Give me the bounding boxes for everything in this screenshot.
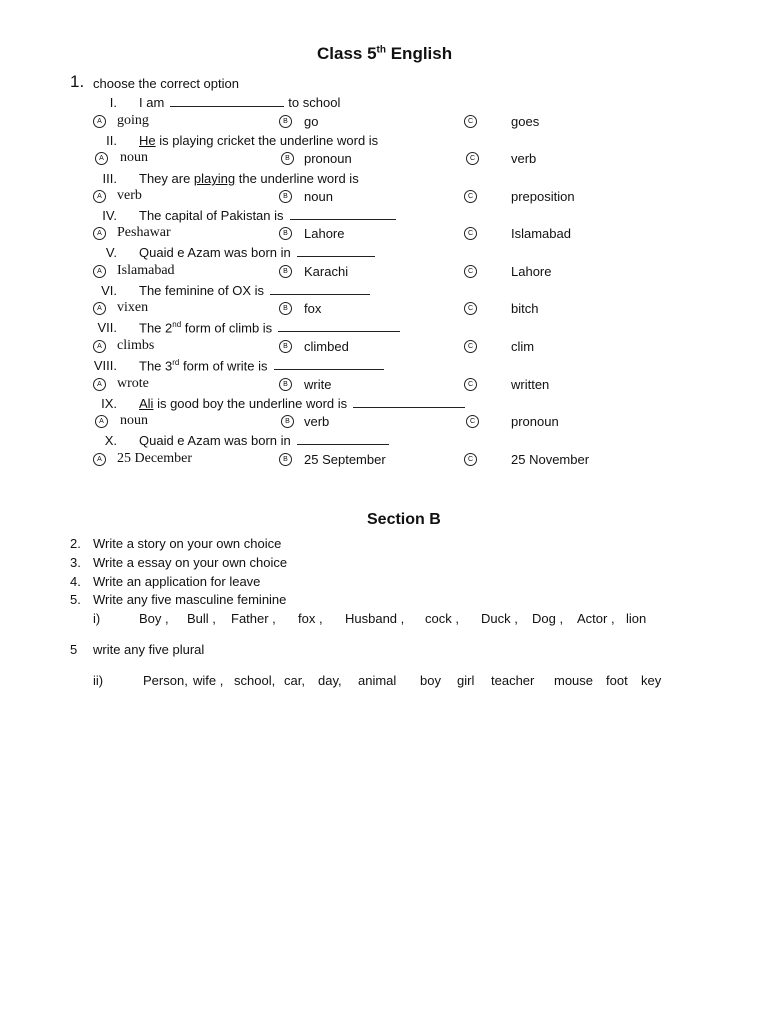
option-c-text: written — [511, 377, 550, 392]
option-a-marker[interactable]: A — [95, 415, 108, 428]
question-text: They are playing the underline word is — [139, 171, 359, 186]
word-item: day, — [318, 673, 342, 688]
question-text: The capital of Pakistan is — [139, 208, 396, 223]
option-c-text: 25 November — [511, 452, 590, 467]
option-c-text: preposition — [511, 189, 575, 204]
answer-blank — [278, 320, 400, 332]
section-b-heading: Section B — [367, 511, 441, 528]
word-item: fox , — [298, 611, 323, 626]
question-number: IV. — [102, 208, 117, 223]
option-b-text: write — [304, 377, 332, 392]
word-item: Dog , — [532, 611, 564, 626]
answer-blank — [297, 245, 375, 257]
option-b-text: verb — [304, 414, 330, 429]
question-text: Quaid e Azam was born in — [139, 433, 389, 448]
option-a-text: 25 December — [117, 451, 193, 466]
option-b-text: fox — [304, 301, 322, 316]
option-c-marker[interactable]: C — [464, 453, 477, 466]
word-item: cock , — [425, 611, 459, 626]
option-b-marker[interactable]: B — [279, 227, 292, 240]
option-c-text: Islamabad — [511, 226, 571, 241]
word-item: mouse — [554, 673, 594, 688]
option-a-text: wrote — [117, 376, 149, 391]
question-text: The 2nd form of climb is — [139, 320, 400, 335]
word-item: foot — [606, 673, 628, 688]
option-a-text: noun — [120, 150, 148, 165]
answer-blank — [270, 283, 370, 295]
question-text: Ali is good boy the underline word is — [139, 396, 465, 411]
word-item: girl — [457, 673, 475, 688]
option-b-text: climbed — [304, 339, 349, 354]
word-item: car, — [284, 673, 305, 688]
option-a-marker[interactable]: A — [93, 453, 106, 466]
option-b-marker[interactable]: B — [279, 340, 292, 353]
question-1-instruction: choose the correct option — [93, 76, 239, 91]
question-1-number: 1. — [70, 72, 85, 91]
word-item: wife , — [193, 673, 224, 688]
option-a-marker[interactable]: A — [93, 265, 106, 278]
option-a-marker[interactable]: A — [93, 340, 106, 353]
question-text: He is playing cricket the underline word is — [139, 133, 379, 148]
answer-blank — [297, 433, 389, 445]
option-a-text: climbs — [117, 338, 155, 353]
word-item: animal — [358, 673, 397, 688]
option-a-marker[interactable]: A — [95, 152, 108, 165]
option-c-marker[interactable]: C — [464, 302, 477, 315]
option-c-text: goes — [511, 114, 540, 129]
option-b-text: noun — [304, 189, 333, 204]
option-b-text: 25 September — [304, 452, 386, 467]
option-b-text: Karachi — [304, 264, 349, 279]
option-c-marker[interactable]: C — [466, 152, 479, 165]
answer-blank — [290, 208, 396, 220]
word-item: boy — [420, 673, 441, 688]
word-item: key — [641, 673, 662, 688]
word-item: teacher — [491, 673, 535, 688]
option-a-marker[interactable]: A — [93, 115, 106, 128]
question-number: II. — [106, 133, 117, 148]
question-text: The 3rd form of write is — [139, 358, 384, 373]
option-a-marker[interactable]: A — [93, 190, 106, 203]
question-number: V. — [105, 245, 117, 260]
option-b-marker[interactable]: B — [281, 415, 294, 428]
word-item: lion — [626, 611, 647, 626]
option-b-marker[interactable]: B — [279, 190, 292, 203]
question-number: IX. — [101, 396, 117, 411]
question-number: III. — [102, 171, 117, 186]
option-b-marker[interactable]: B — [279, 265, 292, 278]
question-number: VI. — [101, 283, 117, 298]
question-number: X. — [104, 433, 117, 448]
option-c-text: pronoun — [511, 414, 559, 429]
answer-blank — [353, 396, 465, 408]
option-c-marker[interactable]: C — [464, 378, 477, 391]
word-item: Actor , — [577, 611, 615, 626]
option-a-text: vixen — [117, 300, 149, 315]
option-b-marker[interactable]: B — [279, 302, 292, 315]
option-c-text: verb — [511, 151, 537, 166]
option-b-marker[interactable]: B — [281, 152, 294, 165]
question-text: The feminine of OX is — [139, 283, 370, 298]
option-a-marker[interactable]: A — [93, 302, 106, 315]
option-a-text: going — [117, 113, 149, 128]
option-b-marker[interactable]: B — [279, 453, 292, 466]
option-c-text: Lahore — [511, 264, 552, 279]
option-b-marker[interactable]: B — [279, 378, 292, 391]
option-b-text: pronoun — [304, 151, 352, 166]
option-a-marker[interactable]: A — [93, 378, 106, 391]
option-a-text: noun — [120, 413, 148, 428]
answer-blank — [170, 95, 284, 107]
question-text: Quaid e Azam was born in — [139, 245, 375, 260]
word-item: Husband , — [345, 611, 405, 626]
word-item: Duck , — [481, 611, 518, 626]
option-c-text: clim — [511, 339, 535, 354]
row-i-label: i) — [93, 611, 101, 626]
word-item: Bull , — [187, 611, 216, 626]
question-number: I. — [109, 95, 117, 110]
option-a-text: verb — [117, 188, 142, 203]
option-a-marker[interactable]: A — [93, 227, 106, 240]
word-item: school, — [234, 673, 276, 688]
option-c-marker[interactable]: C — [466, 415, 479, 428]
answer-blank — [274, 358, 384, 370]
option-c-marker[interactable]: C — [464, 265, 477, 278]
question-number: VII. — [97, 320, 117, 335]
option-a-text: Islamabad — [117, 263, 175, 278]
question-number: VIII. — [93, 358, 117, 373]
option-c-text: bitch — [511, 301, 539, 316]
word-item: Boy , — [139, 611, 169, 626]
option-a-text: Peshawar — [117, 225, 171, 240]
question-text: I am to school — [139, 95, 341, 110]
option-c-marker[interactable]: C — [464, 227, 477, 240]
word-item: Father , — [231, 611, 276, 626]
option-c-marker[interactable]: C — [464, 190, 477, 203]
plural-number: 5 — [70, 642, 78, 657]
row-ii-label: ii) — [93, 673, 104, 688]
option-b-text: Lahore — [304, 226, 345, 241]
option-c-marker[interactable]: C — [464, 340, 477, 353]
page-title: Class 5th English — [317, 44, 453, 63]
option-c-marker[interactable]: C — [464, 115, 477, 128]
option-b-marker[interactable]: B — [279, 115, 292, 128]
word-item: Person, — [143, 673, 188, 688]
option-b-text: go — [304, 114, 319, 129]
plural-question: write any five plural — [93, 642, 205, 657]
